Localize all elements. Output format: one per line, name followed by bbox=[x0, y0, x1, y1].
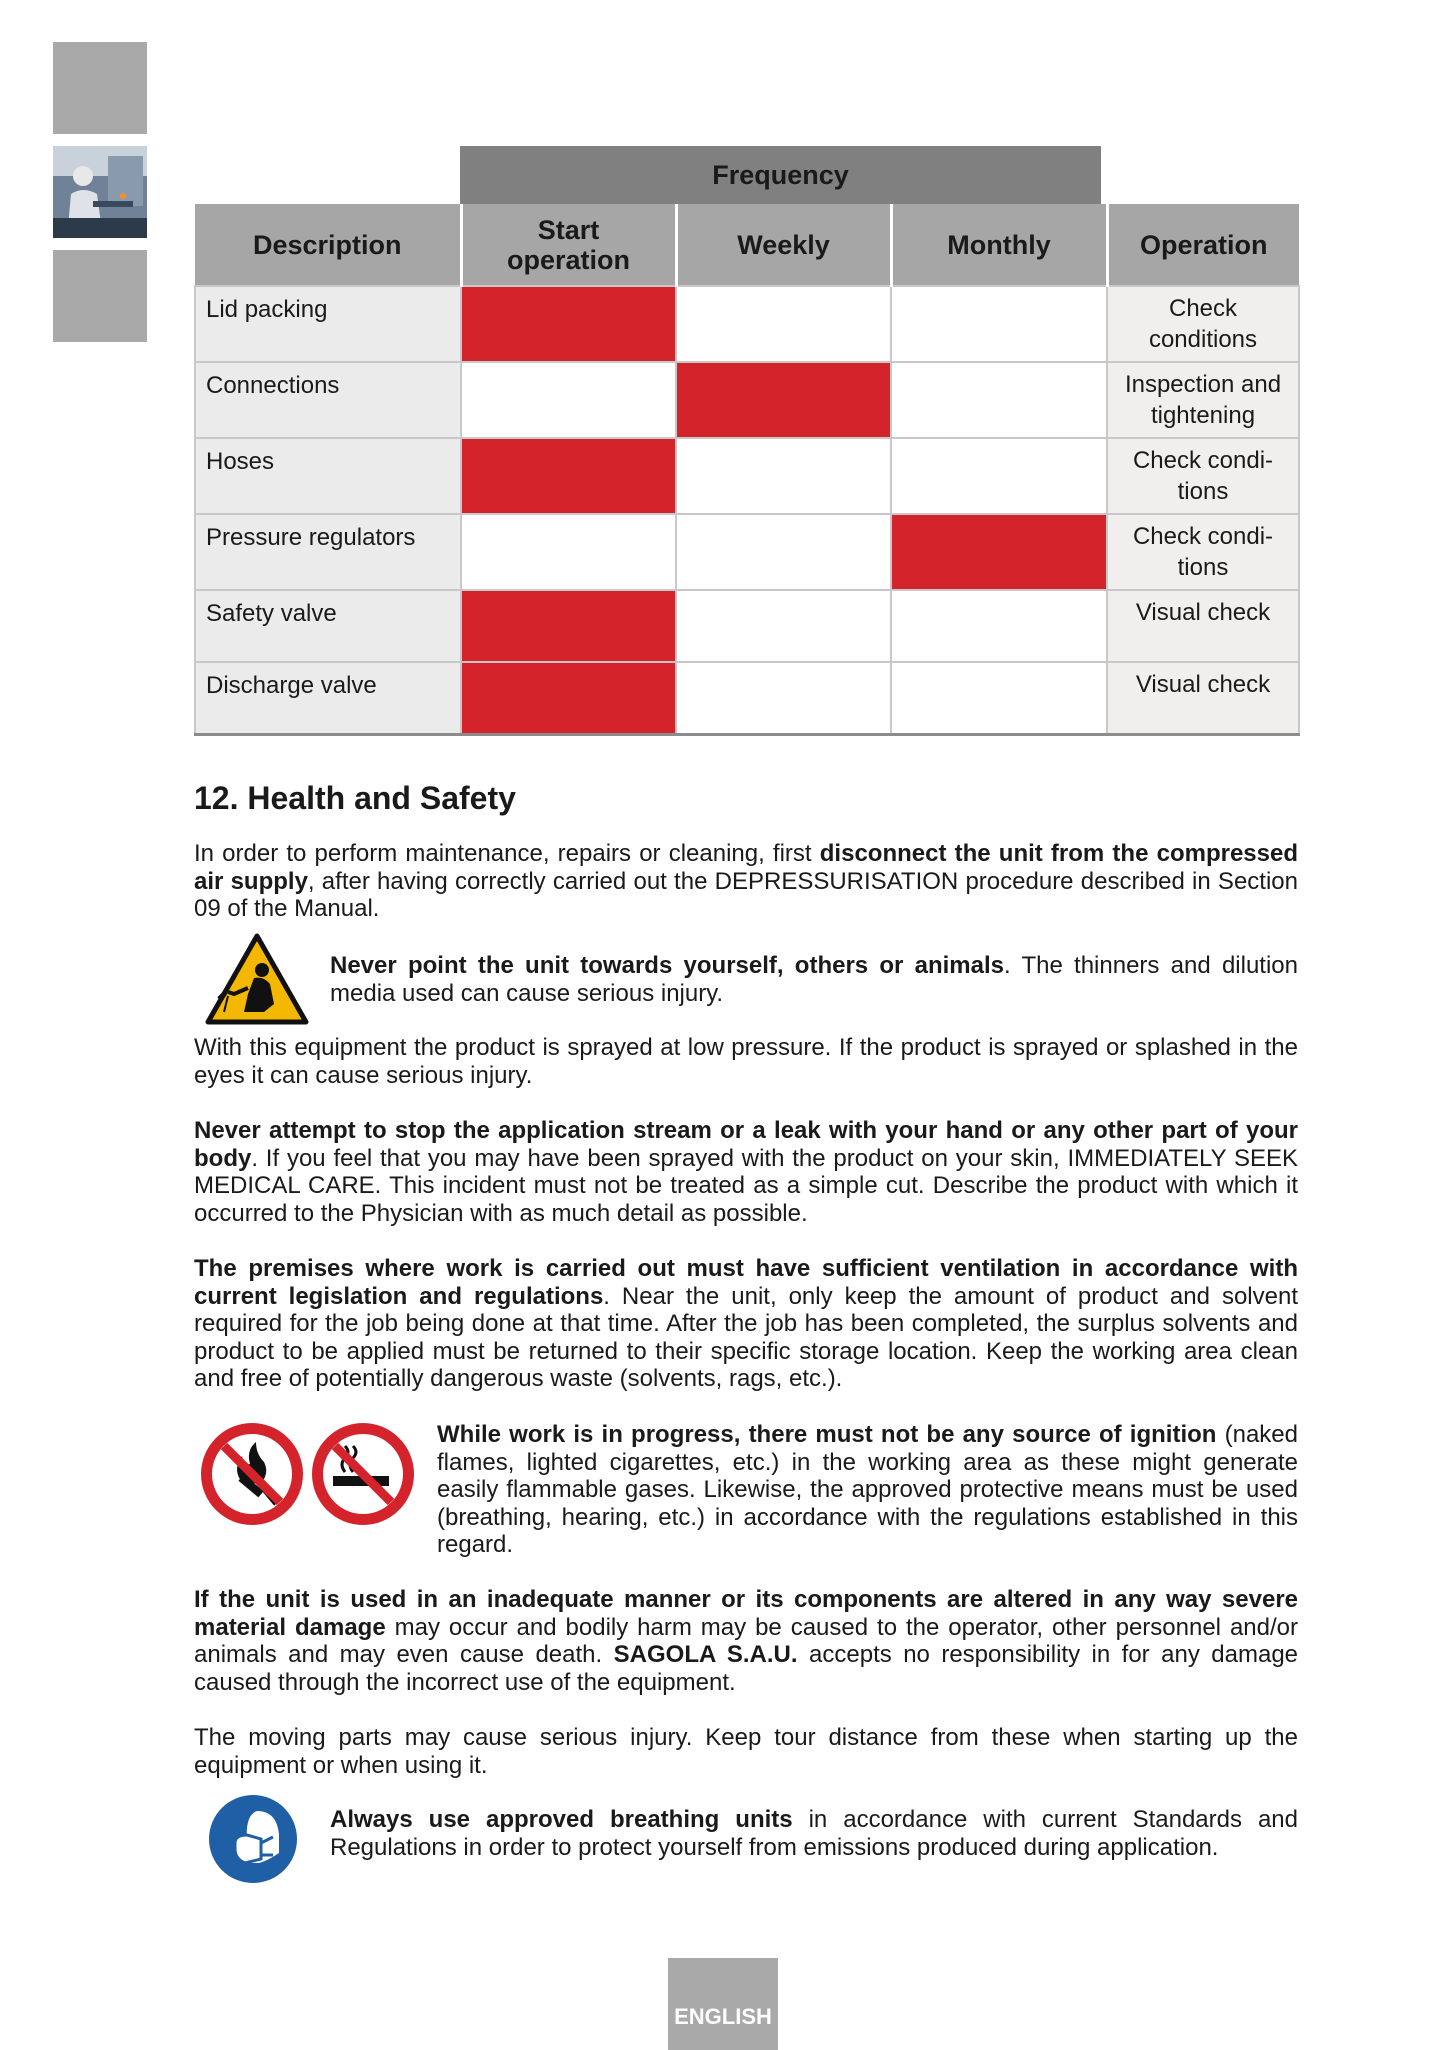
p5-bold: The premises where work is carried out must have sufficient ventilation in accordance with current legislation and regulations bbox=[194, 1255, 1298, 1310]
p4-text: . If you feel that you may have been sprayed with the product on your skin, IMMEDIATELY SEEK MEDICAL CARE. This incident must not be treated as a simple cut. Describe the product with which it occurred to the Physician with as much detail as possible. bbox=[194, 1144, 1298, 1227]
row-operation: Visual check bbox=[1107, 590, 1299, 662]
no-open-flame-icon bbox=[198, 1420, 306, 1533]
paragraph-ventilation bbox=[194, 1255, 1298, 1393]
header-description: Description bbox=[195, 204, 461, 286]
header-weekly: Weekly bbox=[676, 204, 891, 286]
paragraph-moving-parts: The moving parts may cause serious injury. Keep tour distance from these when starting up the equipment or when using it. bbox=[194, 1724, 1298, 1779]
table-row bbox=[195, 662, 1299, 734]
p6-text: (naked flames, lighted cigarettes, etc.) in the working area as these might generate easily flammable gases. Likewise, the approved protective means must be used (breathing, hearing, etc.) in accordance with the regulations established in this regard. bbox=[437, 1421, 1298, 1558]
header-operation: Operation bbox=[1107, 204, 1299, 286]
p2-text: . The thinners and dilution media used can cause serious injury. bbox=[330, 952, 1298, 1007]
frequency-cell-weekly bbox=[676, 514, 891, 590]
language-tab: ENGLISH bbox=[668, 1958, 778, 2050]
table-row bbox=[195, 514, 1299, 590]
paragraph-ignition bbox=[437, 1421, 1298, 1559]
side-tab-bottom bbox=[53, 250, 147, 342]
row-operation: Check condi-tions bbox=[1107, 438, 1299, 514]
frequency-cell-weekly bbox=[676, 286, 891, 362]
p9-bold: Always use approved breathing units bbox=[330, 1806, 793, 1833]
p7-text-1: may occur and bodily harm may be caused to the operator, other personnel and/or animals and may even cause death. bbox=[194, 1613, 1299, 1668]
frequency-cell-weekly bbox=[676, 438, 891, 514]
row-operation: Inspection and tightening bbox=[1107, 362, 1299, 438]
frequency-cell-start-operation bbox=[461, 286, 676, 362]
paragraph-disconnect bbox=[194, 840, 1298, 923]
p7-bold-2: SAGOLA S.A.U. bbox=[613, 1641, 798, 1668]
row-description: Pressure regulators bbox=[195, 514, 461, 590]
table-row bbox=[195, 438, 1299, 514]
row-description: Safety valve bbox=[195, 590, 461, 662]
no-smoking-icon bbox=[309, 1420, 417, 1533]
p6-bold: While work is in progress, there must not be any source of ignition bbox=[437, 1421, 1217, 1448]
frequency-cell-monthly bbox=[891, 286, 1107, 362]
frequency-cell-monthly bbox=[891, 438, 1107, 514]
paragraph-never-point bbox=[330, 952, 1298, 1007]
table-row bbox=[195, 590, 1299, 662]
p2-bold: Never point the unit towards yourself, others or animals bbox=[330, 952, 1004, 979]
paragraph-inadequate-use bbox=[194, 1586, 1298, 1696]
p4-bold: Never attempt to stop the application stream or a leak with your hand or any other part of your body bbox=[194, 1117, 1298, 1172]
row-operation: Visual check bbox=[1107, 662, 1299, 734]
frequency-cell-start-operation bbox=[461, 438, 676, 514]
p1-bold: disconnect the unit from the compressed air supply bbox=[194, 840, 1298, 895]
p9-text: in accordance with current Standards and Regulations in order to protect yourself from emissions produced during application. bbox=[330, 1806, 1298, 1861]
frequency-cell-start-operation bbox=[461, 662, 676, 734]
paragraph-never-stop bbox=[194, 1117, 1298, 1227]
maintenance-table bbox=[194, 204, 1300, 736]
warning-spray-icon bbox=[204, 932, 310, 1031]
row-operation: Check condi-tions bbox=[1107, 514, 1299, 590]
header-monthly: Monthly bbox=[891, 204, 1107, 286]
frequency-cell-monthly bbox=[891, 662, 1107, 734]
section-title: 12. Health and Safety bbox=[194, 780, 516, 816]
p7-bold-1: If the unit is used in an inadequate manner or its components are altered in any way severe material damage bbox=[194, 1586, 1298, 1641]
paragraph-low-pressure: With this equipment the product is sprayed at low pressure. If the product is sprayed or splashed in the eyes it can cause serious injury. bbox=[194, 1034, 1298, 1089]
header-start-operation: Start operation bbox=[461, 204, 676, 286]
frequency-cell-weekly bbox=[676, 362, 891, 438]
p1-text-a: In order to perform maintenance, repairs or cleaning, first bbox=[194, 840, 820, 867]
p1-text-c: , after having correctly carried out the DEPRESSURISATION procedure described in Section 09 of the Manual. bbox=[194, 867, 1298, 922]
row-description: Connections bbox=[195, 362, 461, 438]
table-row bbox=[195, 362, 1299, 438]
frequency-cell-weekly bbox=[676, 662, 891, 734]
row-operation: Check conditions bbox=[1107, 286, 1299, 362]
side-tab-top bbox=[53, 42, 147, 134]
frequency-cell-monthly bbox=[891, 514, 1107, 590]
table-row bbox=[195, 286, 1299, 362]
paragraph-breathing bbox=[330, 1806, 1298, 1861]
row-description: Lid packing bbox=[195, 286, 461, 362]
mandatory-mask-icon bbox=[207, 1793, 299, 1890]
row-description: Discharge valve bbox=[195, 662, 461, 734]
frequency-cell-start-operation bbox=[461, 590, 676, 662]
frequency-cell-monthly bbox=[891, 590, 1107, 662]
frequency-cell-weekly bbox=[676, 590, 891, 662]
p5-text: . Near the unit, only keep the amount of product and solvent required for the job being done at that time. After the job has been completed, the surplus solvents and product to be applied must be returned to their specific storage location. Keep the working area clean and free of potentially dangerous waste (solvents, rags, etc.). bbox=[194, 1282, 1298, 1392]
side-photo-thumbnail bbox=[53, 146, 147, 238]
table-header-row bbox=[195, 204, 1299, 286]
frequency-cell-start-operation bbox=[461, 362, 676, 438]
frequency-header: Frequency bbox=[460, 146, 1101, 204]
p7-text-2: accepts no responsibility in for any damage caused through the incorrect use of the equipment. bbox=[194, 1641, 1299, 1696]
frequency-cell-start-operation bbox=[461, 514, 676, 590]
frequency-cell-monthly bbox=[891, 362, 1107, 438]
row-description: Hoses bbox=[195, 438, 461, 514]
